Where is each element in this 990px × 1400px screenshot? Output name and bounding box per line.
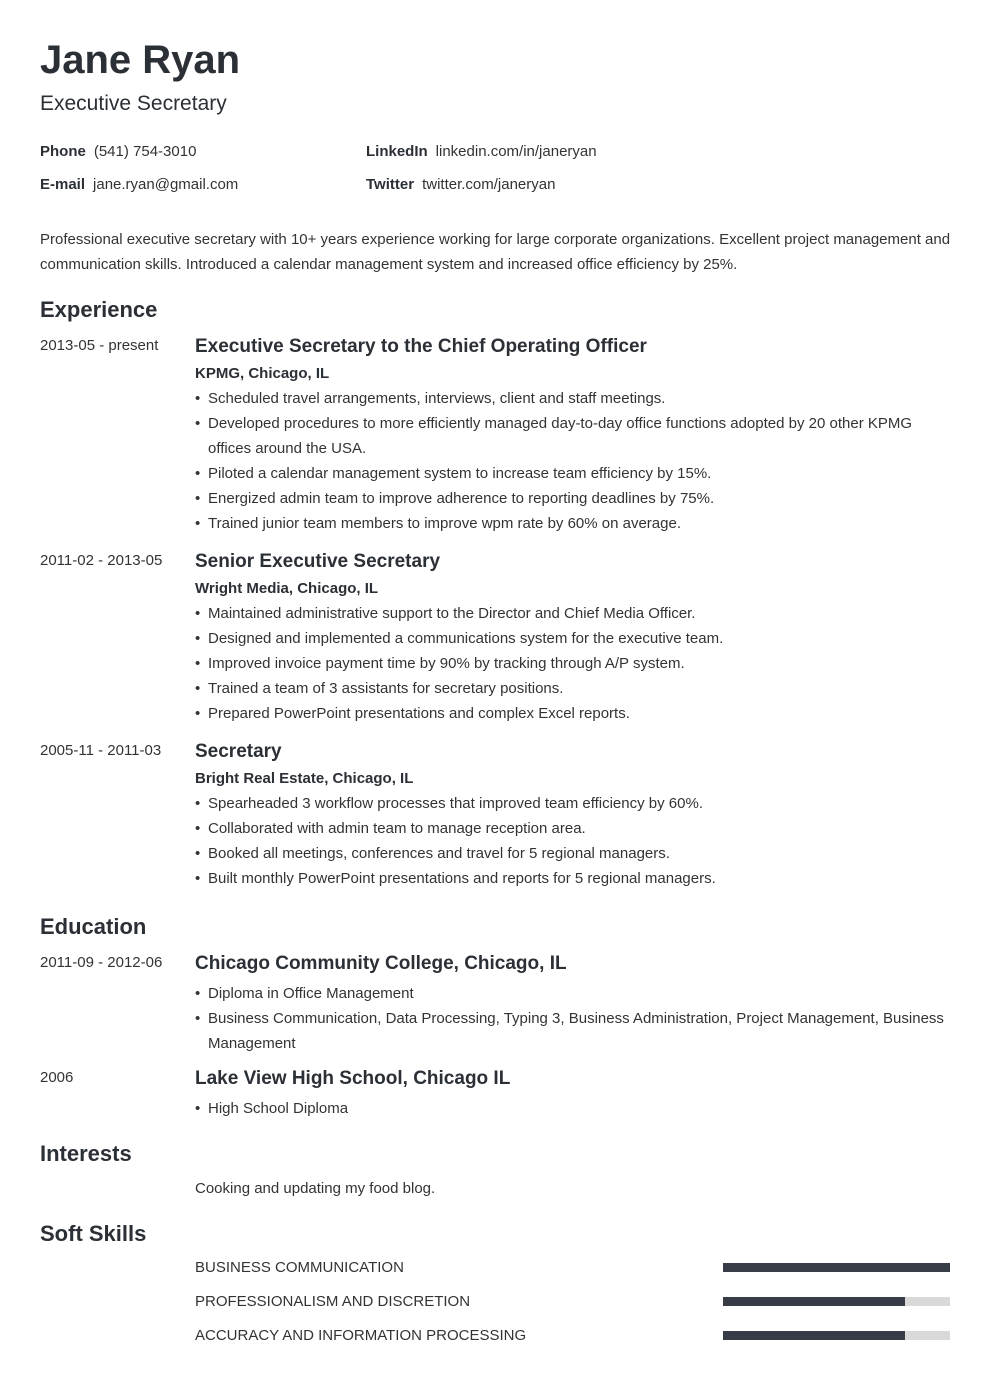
list-item: • Built monthly PowerPoint presentations and reports for 5 regional managers. (195, 866, 955, 891)
contact-email (40, 175, 238, 195)
list-item: • High School Diploma (195, 1096, 955, 1121)
email-label: E-mail (40, 176, 86, 193)
candidate-name: Jane Ryan (40, 38, 241, 82)
linkedin-value[interactable]: linkedin.com/in/janeryan (435, 143, 597, 160)
linkedin-label: LinkedIn (366, 143, 428, 160)
job-bullets (195, 791, 955, 891)
job-bullets (195, 386, 955, 536)
list-item: • Trained a team of 3 assistants for secretary positions. (195, 676, 955, 701)
job-title: Executive Secretary to the Chief Operating Officer (195, 336, 647, 357)
education-date: 2011-09 - 2012-06 (40, 954, 163, 971)
skill-level-fill (723, 1331, 905, 1340)
twitter-value[interactable]: twitter.com/janeryan (422, 176, 556, 193)
skill-row (195, 1257, 950, 1279)
skill-label: PROFESSIONALISM AND DISCRETION (195, 1293, 471, 1310)
skill-level-bar (723, 1331, 950, 1340)
skill-level-fill (723, 1263, 950, 1272)
contact-twitter (366, 175, 555, 195)
profile-summary: Professional executive secretary with 10+ years experience working for large corporate organizations. Excellent project management and communication skills. Introduced a calendar management system and increased office efficiency by 25%. (40, 231, 951, 273)
list-item: • Improved invoice payment time by 90% by tracking through A/P system. (195, 651, 955, 676)
phone-value: (541) 754-3010 (93, 143, 197, 160)
list-item: • Collaborated with admin team to manage reception area. (195, 816, 955, 841)
experience-heading: Experience (40, 297, 158, 322)
phone-label: Phone (40, 143, 86, 160)
list-item: • Energized admin team to improve adherence to reporting deadlines by 75%. (195, 486, 955, 511)
list-item: • Diploma in Office Management (195, 981, 955, 1006)
skill-label: BUSINESS COMMUNICATION (195, 1259, 404, 1276)
job-title: Senior Executive Secretary (195, 551, 441, 572)
interests-heading: Interests (40, 1141, 132, 1166)
education-bullets (195, 1096, 955, 1121)
list-item: • Scheduled travel arrangements, interviews, client and staff meetings. (195, 386, 955, 411)
school-name: Lake View High School, Chicago IL (195, 1068, 511, 1089)
list-item: • Trained junior team members to improve wpm rate by 60% on average. (195, 511, 955, 536)
soft-skills-heading: Soft Skills (40, 1221, 147, 1246)
list-item: • Business Communication, Data Processing, Typing 3, Business Administration, Project Management, Business Management (195, 1006, 955, 1056)
list-item: • Designed and implemented a communications system for the executive team. (195, 626, 955, 651)
list-item: • Spearheaded 3 workflow processes that improved team efficiency by 60%. (195, 791, 955, 816)
candidate-title: Executive Secretary (40, 92, 227, 115)
job-entry (40, 550, 955, 726)
skill-level-bar (723, 1297, 950, 1306)
education-bullets (195, 981, 955, 1056)
skill-level-bar (723, 1263, 950, 1272)
skill-row (195, 1325, 950, 1347)
job-company: Wright Media, Chicago, IL (195, 580, 379, 597)
skill-label: ACCURACY AND INFORMATION PROCESSING (195, 1327, 527, 1344)
job-date: 2005-11 - 2011-03 (40, 742, 162, 759)
education-entry (40, 1067, 955, 1121)
list-item: • Maintained administrative support to the Director and Chief Media Officer. (195, 601, 955, 626)
job-title: Secretary (195, 741, 282, 762)
education-date: 2006 (40, 1069, 74, 1086)
job-company: KPMG, Chicago, IL (195, 365, 330, 382)
twitter-label: Twitter (366, 176, 415, 193)
contact-linkedin (366, 142, 597, 162)
school-name: Chicago Community College, Chicago, IL (195, 953, 567, 974)
job-entry (40, 335, 955, 536)
skill-level-fill (723, 1297, 905, 1306)
list-item: • Piloted a calendar management system to increase team efficiency by 15%. (195, 461, 955, 486)
job-date: 2013-05 - present (40, 337, 159, 354)
job-entry (40, 740, 955, 891)
job-date: 2011-02 - 2013-05 (40, 552, 163, 569)
list-item: • Developed procedures to more efficiently managed day-to-day office functions adopted by 20 other KPMG offices around the USA. (195, 411, 955, 461)
interests-text: Cooking and updating my food blog. (195, 1180, 436, 1197)
list-item: • Prepared PowerPoint presentations and complex Excel reports. (195, 701, 955, 726)
education-heading: Education (40, 914, 147, 939)
email-value[interactable]: jane.ryan@gmail.com (93, 176, 239, 193)
contact-phone (40, 142, 196, 162)
list-item: • Booked all meetings, conferences and travel for 5 regional managers. (195, 841, 955, 866)
education-entry (40, 952, 955, 1056)
skill-row (195, 1291, 950, 1313)
job-company: Bright Real Estate, Chicago, IL (195, 770, 414, 787)
job-bullets (195, 601, 955, 726)
